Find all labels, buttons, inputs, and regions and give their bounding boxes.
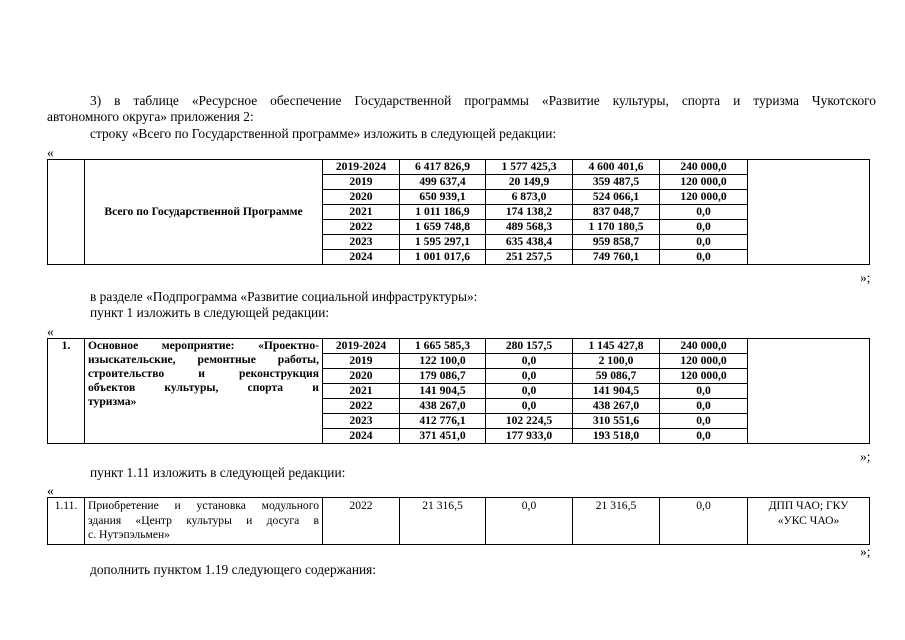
measure-name-line: с. Нутэпэльмен» xyxy=(88,528,170,541)
value-cell: 120 000,0 xyxy=(660,190,748,205)
year-cell: 2022 xyxy=(323,220,400,235)
measure-name: Всего по Государственной Программе xyxy=(85,160,323,265)
total-cell: 438 267,0 xyxy=(400,399,486,414)
table-row xyxy=(48,339,870,354)
value-cell: 240 000,0 xyxy=(660,339,748,354)
table-point-1-11 xyxy=(47,497,870,545)
total-cell: 371 451,0 xyxy=(400,429,486,444)
value-cell: 0,0 xyxy=(486,498,573,545)
year-cell: 2024 xyxy=(323,429,400,444)
year-cell: 2022 xyxy=(323,399,400,414)
value-cell: 120 000,0 xyxy=(660,354,748,369)
year-cell: 2023 xyxy=(323,414,400,429)
total-cell: 1 659 748,8 xyxy=(400,220,486,235)
executor-cell xyxy=(748,339,870,444)
value-cell: 0,0 xyxy=(660,220,748,235)
value-cell: 240 000,0 xyxy=(660,160,748,175)
year-cell: 2020 xyxy=(323,369,400,384)
row-number: 1.11. xyxy=(48,498,85,545)
total-cell: 412 776,1 xyxy=(400,414,486,429)
value-cell: 174 138,2 xyxy=(486,205,573,220)
value-cell: 1 170 180,5 xyxy=(573,220,660,235)
value-cell: 2 100,0 xyxy=(573,354,660,369)
value-cell: 749 760,1 xyxy=(573,250,660,265)
quote-close-1: »; xyxy=(860,270,871,285)
total-cell: 650 939,1 xyxy=(400,190,486,205)
year-cell: 2019-2024 xyxy=(323,339,400,354)
value-cell: 524 066,1 xyxy=(573,190,660,205)
total-cell: 1 595 297,1 xyxy=(400,235,486,250)
value-cell: 141 904,5 xyxy=(573,384,660,399)
value-cell: 1 145 427,8 xyxy=(573,339,660,354)
measure-name-line: объектов культуры, спорта и xyxy=(88,381,319,394)
value-cell: 0,0 xyxy=(660,235,748,250)
value-cell: 120 000,0 xyxy=(660,369,748,384)
value-cell: 489 568,3 xyxy=(486,220,573,235)
instruction-point-1-19: дополнить пунктом 1.19 следующего содержания: xyxy=(90,562,377,577)
quote-close-3: »; xyxy=(860,544,871,559)
measure-name xyxy=(85,498,323,545)
quote-open-3: « xyxy=(47,483,54,498)
value-cell: 0,0 xyxy=(486,384,573,399)
value-cell: 0,0 xyxy=(660,414,748,429)
instruction-total-row: строку «Всего по Государственной программе» изложить в следующей редакции: xyxy=(90,126,557,141)
instruction-point-1-11: пункт 1.11 изложить в следующей редакции: xyxy=(90,465,346,480)
measure-name-line: строительство и реконструкция xyxy=(88,367,319,380)
quote-open-1: « xyxy=(47,145,54,160)
measure-name-line: здания «Центр культуры и досуга в xyxy=(88,513,319,527)
value-cell: 0,0 xyxy=(486,354,573,369)
value-cell: 359 487,5 xyxy=(573,175,660,190)
executor-cell xyxy=(748,160,870,265)
executor-line: «УКС ЧАО» xyxy=(777,513,840,527)
total-cell: 1 665 585,3 xyxy=(400,339,486,354)
year-cell: 2021 xyxy=(323,384,400,399)
value-cell: 251 257,5 xyxy=(486,250,573,265)
value-cell: 193 518,0 xyxy=(573,429,660,444)
measure-name-line: изыскательские, ремонтные работы, xyxy=(88,353,319,366)
value-cell: 0,0 xyxy=(660,384,748,399)
value-cell: 959 858,7 xyxy=(573,235,660,250)
total-cell: 179 086,7 xyxy=(400,369,486,384)
year-cell: 2022 xyxy=(323,498,400,545)
executor-cell xyxy=(748,498,870,545)
measure-name-line: туризма» xyxy=(88,395,137,408)
total-cell: 1 001 017,6 xyxy=(400,250,486,265)
executor-line: ДПП ЧАО; ГКУ xyxy=(768,499,849,512)
total-cell: 141 904,5 xyxy=(400,384,486,399)
value-cell: 120 000,0 xyxy=(660,175,748,190)
value-cell: 0,0 xyxy=(486,399,573,414)
year-cell: 2019-2024 xyxy=(323,160,400,175)
instruction-point-1: пункт 1 изложить в следующей редакции: xyxy=(90,305,330,320)
measure-name-line: Основное мероприятие: «Проектно- xyxy=(88,339,319,352)
value-cell: 635 438,4 xyxy=(486,235,573,250)
value-cell: 6 873,0 xyxy=(486,190,573,205)
value-cell: 0,0 xyxy=(486,369,573,384)
value-cell: 102 224,5 xyxy=(486,414,573,429)
year-cell: 2023 xyxy=(323,235,400,250)
section-social-heading: в разделе «Подпрограмма «Развитие социальной инфраструктуры»: xyxy=(90,289,478,304)
value-cell: 21 316,5 xyxy=(573,498,660,545)
value-cell: 837 048,7 xyxy=(573,205,660,220)
year-cell: 2019 xyxy=(323,175,400,190)
value-cell: 177 933,0 xyxy=(486,429,573,444)
paragraph-3-line-1: 3) в таблице «Ресурсное обеспечение Государственной программы «Развитие культуры, спорта и туризма Чукотского xyxy=(90,93,876,108)
quote-close-2: »; xyxy=(860,449,871,464)
value-cell: 1 577 425,3 xyxy=(486,160,573,175)
table-total xyxy=(47,159,870,265)
value-cell: 0,0 xyxy=(660,250,748,265)
value-cell: 0,0 xyxy=(660,429,748,444)
value-cell: 20 149,9 xyxy=(486,175,573,190)
total-cell: 499 637,4 xyxy=(400,175,486,190)
value-cell: 280 157,5 xyxy=(486,339,573,354)
year-cell: 2021 xyxy=(323,205,400,220)
paragraph-3-line-2: автономного округа» приложения 2: xyxy=(47,109,254,124)
value-cell: 4 600 401,6 xyxy=(573,160,660,175)
table-row xyxy=(48,498,870,545)
year-cell: 2020 xyxy=(323,190,400,205)
row-number xyxy=(48,160,85,265)
table-row xyxy=(48,160,870,175)
measure-name-line: Приобретение и установка модульного xyxy=(88,499,319,512)
value-cell: 0,0 xyxy=(660,498,748,545)
value-cell: 0,0 xyxy=(660,205,748,220)
year-cell: 2019 xyxy=(323,354,400,369)
total-cell: 1 011 186,9 xyxy=(400,205,486,220)
row-number: 1. xyxy=(48,339,85,444)
table-point-1 xyxy=(47,338,870,444)
value-cell: 0,0 xyxy=(660,399,748,414)
total-cell: 21 316,5 xyxy=(400,498,486,545)
total-cell: 122 100,0 xyxy=(400,354,486,369)
value-cell: 438 267,0 xyxy=(573,399,660,414)
value-cell: 310 551,6 xyxy=(573,414,660,429)
value-cell: 59 086,7 xyxy=(573,369,660,384)
quote-open-2: « xyxy=(47,324,54,339)
year-cell: 2024 xyxy=(323,250,400,265)
measure-name xyxy=(85,339,323,444)
total-cell: 6 417 826,9 xyxy=(400,160,486,175)
